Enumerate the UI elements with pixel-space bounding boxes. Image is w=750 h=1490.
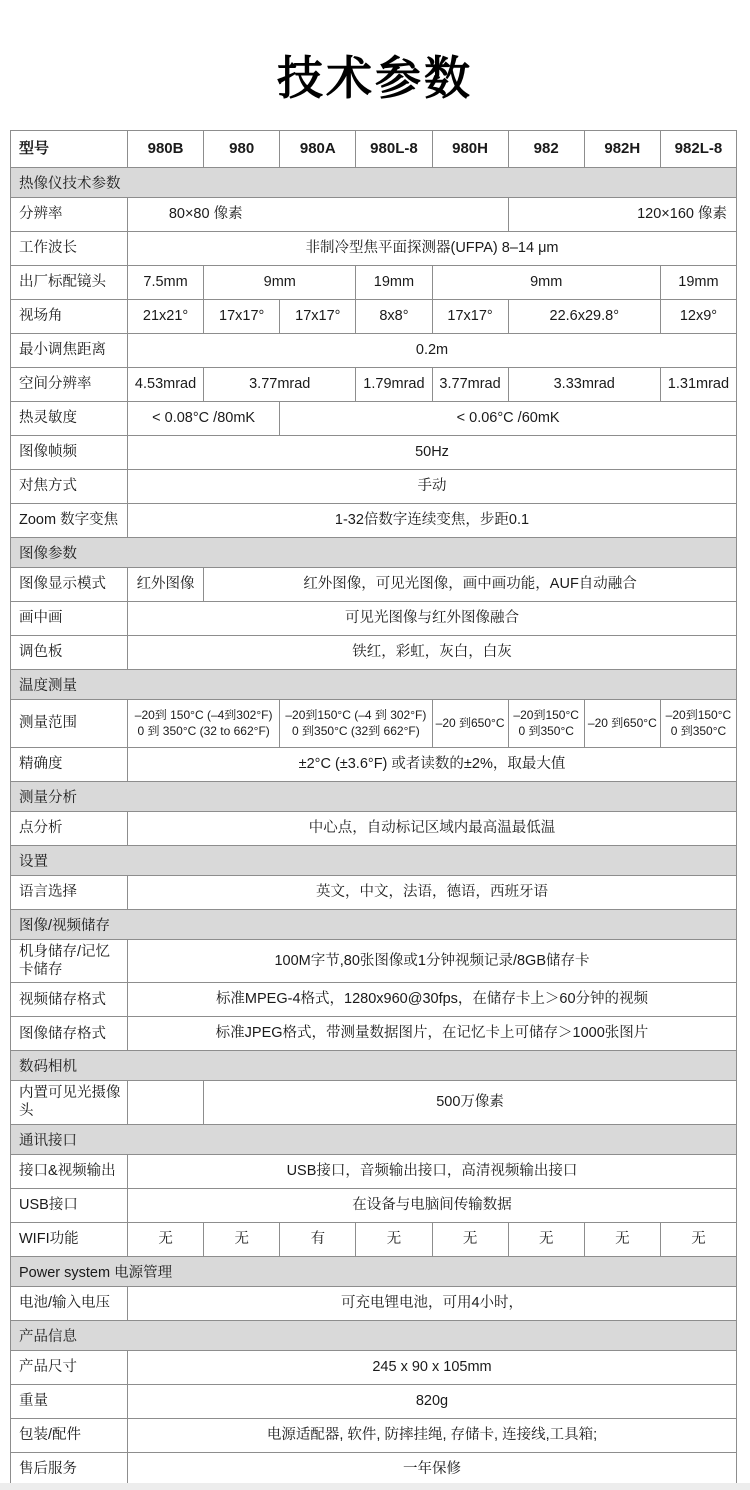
row-label: 热灵敏度 (11, 402, 128, 436)
spec-value: 可充电锂电池，可用4小时， (128, 1286, 737, 1320)
row-label: 重量 (11, 1384, 128, 1418)
spec-value: 1.79mrad (356, 368, 432, 402)
value-text: 80×80 像素 (168, 206, 243, 223)
value-line: 0 到 350°C (32 to 662°F) (137, 723, 270, 738)
section-row (11, 846, 737, 876)
spec-value: 有 (280, 1222, 356, 1256)
row-label: 语言选择 (11, 876, 128, 910)
spec-value (584, 700, 660, 748)
row-label: 调色板 (11, 636, 128, 670)
section-row (11, 1256, 737, 1286)
spec-value: 无 (204, 1222, 280, 1256)
spec-value: 3.77mrad (432, 368, 508, 402)
spec-row (11, 1222, 737, 1256)
row-label: Zoom 数字变焦 (11, 504, 128, 538)
spec-value: 0.2m (128, 334, 737, 368)
row-label: 图像帧频 (11, 436, 128, 470)
spec-row (11, 940, 737, 983)
model-column-header: 980L-8 (356, 131, 432, 168)
section-row (11, 670, 737, 700)
spec-value: 红外图像 (128, 568, 204, 602)
section-label: 热像仪技术参数 (11, 168, 737, 198)
value-line: –20到150°C (513, 707, 579, 722)
section-row (11, 1320, 737, 1350)
spec-value: 红外图像，可见光图像，画中画功能，AUF自动融合 (204, 568, 737, 602)
model-column-header: 982H (584, 131, 660, 168)
spec-row (11, 334, 737, 368)
row-label: 精确度 (11, 748, 128, 782)
value-line: –20到150°C (–4 到 302°F) (285, 707, 427, 722)
row-label: 点分析 (11, 812, 128, 846)
spec-row (11, 266, 737, 300)
section-row (11, 168, 737, 198)
spec-row (11, 876, 737, 910)
spec-value (128, 700, 280, 748)
spec-value: 4.53mrad (128, 368, 204, 402)
model-header-row (11, 131, 737, 168)
spec-value: 一年保修 (128, 1452, 737, 1486)
spec-value: 9mm (204, 266, 356, 300)
row-label: 包装/配件 (11, 1418, 128, 1452)
spec-value (660, 700, 736, 748)
spec-value: 22.6x29.8° (508, 300, 660, 334)
row-label: 画中画 (11, 602, 128, 636)
spec-row (11, 602, 737, 636)
section-label: 测量分析 (11, 782, 737, 812)
spec-value: 无 (584, 1222, 660, 1256)
spec-value: 标准MPEG-4格式，1280x960@30fps，在储存卡上＞60分钟的视频 (128, 983, 737, 1017)
spec-value (128, 198, 509, 232)
spec-row (11, 1286, 737, 1320)
spec-value: 铁红，彩虹，灰白，白灰 (128, 636, 737, 670)
spec-value: < 0.08°C /80mK (128, 402, 280, 436)
spec-value: 820g (128, 1384, 737, 1418)
row-label: 测量范围 (11, 700, 128, 748)
value-line: 0 到350°C (32到 662°F) (292, 723, 420, 738)
section-label: 通讯接口 (11, 1124, 737, 1154)
spec-table (10, 130, 737, 1487)
model-column-header: 982L-8 (660, 131, 736, 168)
spec-value: 1.31mrad (660, 368, 736, 402)
spec-value: 3.33mrad (508, 368, 660, 402)
section-label: 产品信息 (11, 1320, 737, 1350)
spec-row (11, 368, 737, 402)
spec-value: < 0.06°C /60mK (280, 402, 737, 436)
row-label: 出厂标配镜头 (11, 266, 128, 300)
spec-value: 无 (356, 1222, 432, 1256)
model-column-header: 982 (508, 131, 584, 168)
value-line: 0 到350°C (518, 723, 574, 738)
spec-value: ±2°C (±3.6°F) 或者读数的±2%，取最大值 (128, 748, 737, 782)
spec-value: 245 x 90 x 105mm (128, 1350, 737, 1384)
spec-row (11, 504, 737, 538)
row-label: 售后服务 (11, 1452, 128, 1486)
spec-value: 21x21° (128, 300, 204, 334)
spec-value: 无 (128, 1222, 204, 1256)
value-line: –20到 150°C (–4到302°F) (134, 707, 273, 722)
spec-row (11, 470, 737, 504)
row-label: 电池/输入电压 (11, 1286, 128, 1320)
spec-value: 1-32倍数字连续变焦，步距0.1 (128, 504, 737, 538)
spec-value: 3.77mrad (204, 368, 356, 402)
model-header-label: 型号 (11, 131, 128, 168)
row-label: 视频储存格式 (11, 983, 128, 1017)
row-label: 最小调焦距离 (11, 334, 128, 368)
spec-row (11, 1154, 737, 1188)
row-label: 图像显示模式 (11, 568, 128, 602)
spec-row (11, 1017, 737, 1051)
spec-row (11, 300, 737, 334)
spec-value: 手动 (128, 470, 737, 504)
section-label: 数码相机 (11, 1051, 737, 1081)
spec-value: 非制冷型焦平面探测器(UFPA) 8–14 μm (128, 232, 737, 266)
section-row (11, 538, 737, 568)
spec-value: 无 (432, 1222, 508, 1256)
spec-value: 500万像素 (204, 1081, 737, 1124)
row-label: 产品尺寸 (11, 1350, 128, 1384)
spec-value: 无 (660, 1222, 736, 1256)
spec-value: 8x8° (356, 300, 432, 334)
model-column-header: 980B (128, 131, 204, 168)
spec-value (128, 1081, 204, 1124)
spec-row (11, 812, 737, 846)
spec-value: 7.5mm (128, 266, 204, 300)
spec-row (11, 568, 737, 602)
spec-value: 120×160 像素 (508, 198, 736, 232)
value-line: –20 到650°C (587, 715, 657, 730)
spec-row (11, 232, 737, 266)
row-label: 空间分辨率 (11, 368, 128, 402)
row-label: USB接口 (11, 1188, 128, 1222)
section-row (11, 1124, 737, 1154)
model-column-header: 980 (204, 131, 280, 168)
spec-value: 17x17° (432, 300, 508, 334)
spec-row (11, 636, 737, 670)
section-label: 设置 (11, 846, 737, 876)
row-label: WIFI功能 (11, 1222, 128, 1256)
spec-row (11, 748, 737, 782)
section-label: 温度测量 (11, 670, 737, 700)
spec-value: 100M字节,80张图像或1分钟视频记录/8GB储存卡 (128, 940, 737, 983)
spec-value (508, 700, 584, 748)
spec-value: 英文，中文，法语，德语，西班牙语 (128, 876, 737, 910)
spec-row (11, 1384, 737, 1418)
spec-row (11, 983, 737, 1017)
spec-row (11, 402, 737, 436)
value-line: –20到150°C (665, 707, 732, 722)
row-label: 工作波长 (11, 232, 128, 266)
section-row (11, 1051, 737, 1081)
spec-value: 50Hz (128, 436, 737, 470)
next-section-edge (0, 1483, 750, 1490)
row-label: 分辨率 (11, 198, 128, 232)
spec-value: 17x17° (204, 300, 280, 334)
section-label: 图像/视频储存 (11, 910, 737, 940)
spec-row (11, 1418, 737, 1452)
row-label: 接口&视频输出 (11, 1154, 128, 1188)
row-label: 对焦方式 (11, 470, 128, 504)
row-label: 图像储存格式 (11, 1017, 128, 1051)
spec-value (280, 700, 432, 748)
spec-value: 可见光图像与红外图像融合 (128, 602, 737, 636)
spec-value (432, 700, 508, 748)
section-label: 图像参数 (11, 538, 737, 568)
spec-value: 中心点，自动标记区域内最高温最低温 (128, 812, 737, 846)
spec-value: 17x17° (280, 300, 356, 334)
value-line: –20 到650°C (435, 715, 505, 730)
spec-row (11, 1452, 737, 1486)
spec-row (11, 1188, 737, 1222)
page-title: 技术参数 (277, 52, 473, 104)
spec-value: 12x9° (660, 300, 736, 334)
spec-row (11, 198, 737, 232)
spec-value: 电源适配器, 软件, 防摔挂绳, 存储卡, 连接线,工具箱; (128, 1418, 737, 1452)
row-label: 机身储存/记忆卡储存 (11, 940, 128, 983)
spec-value: 9mm (432, 266, 660, 300)
row-label: 视场角 (11, 300, 128, 334)
row-label: 内置可见光摄像头 (11, 1081, 128, 1124)
value-line: 0 到350°C (670, 723, 727, 738)
section-row (11, 910, 737, 940)
spec-row (11, 1350, 737, 1384)
spec-row (11, 436, 737, 470)
section-label: Power system 电源管理 (11, 1256, 737, 1286)
spec-value: 19mm (356, 266, 432, 300)
model-column-header: 980A (280, 131, 356, 168)
model-column-header: 980H (432, 131, 508, 168)
spec-value: USB接口，音频输出接口，高清视频输出接口 (128, 1154, 737, 1188)
spec-row (11, 700, 737, 748)
spec-value: 标准JPEG格式，带测量数据图片，在记忆卡上可储存＞1000张图片 (128, 1017, 737, 1051)
spec-row (11, 1081, 737, 1124)
spec-value: 在设备与电脑间传输数据 (128, 1188, 737, 1222)
spec-value: 无 (508, 1222, 584, 1256)
section-row (11, 782, 737, 812)
spec-value: 19mm (660, 266, 736, 300)
